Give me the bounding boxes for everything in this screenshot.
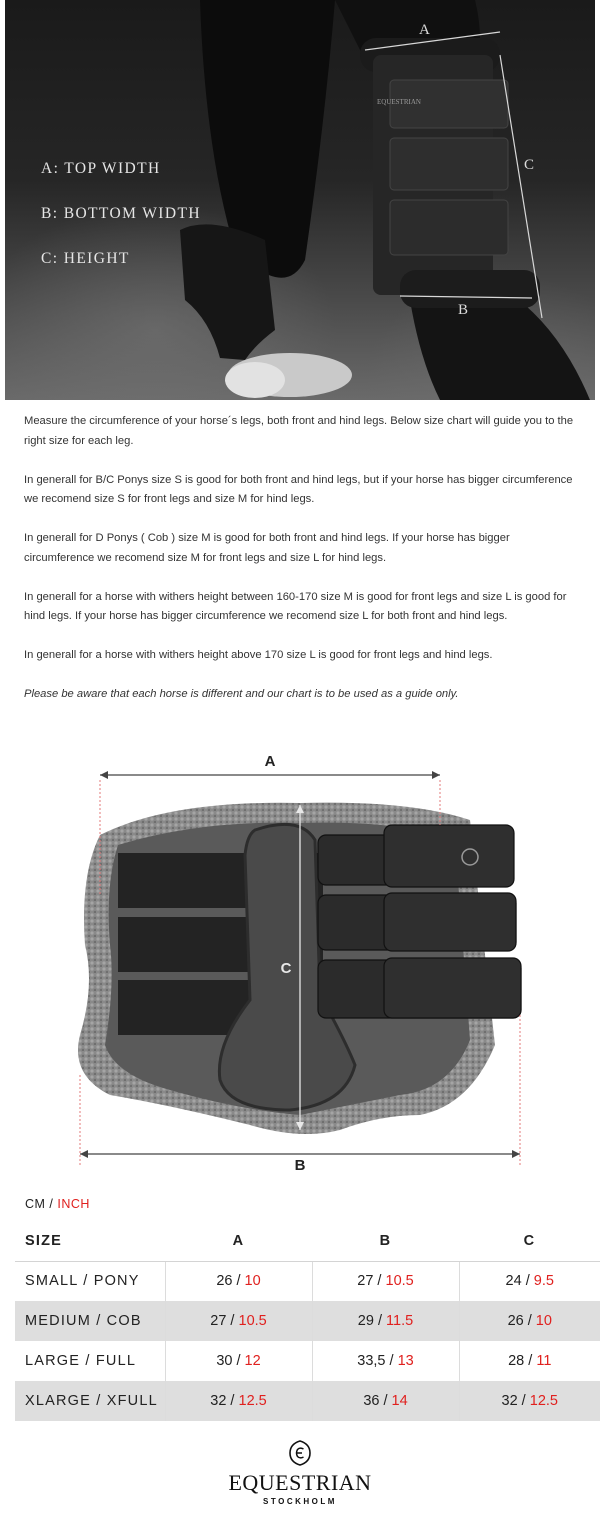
cell-b: 36 / 14: [312, 1381, 459, 1421]
size-guide-text: [24, 412, 580, 724]
cell-c: 32 / 12.5: [459, 1381, 600, 1421]
boot-diagram-illustration: [0, 745, 600, 1185]
cell-c: 26 / 10: [459, 1301, 600, 1341]
intro-paragraph: Measure the circumference of your horse´s legs, both front and hind legs. Below size chart will guide you to the right size for each leg.: [24, 415, 574, 447]
unit-separator: /: [45, 1197, 58, 1211]
brand-city: STOCKHOLM: [263, 1497, 337, 1506]
label-top-width: A: TOP WIDTH: [41, 160, 161, 177]
intro-paragraph: In generall for a horse with withers height above 170 size L is good for front legs and hind legs.: [24, 649, 493, 661]
column-header-b: B: [312, 1222, 459, 1261]
diagram-letter-a: A: [264, 753, 276, 770]
table-header-row: [15, 1222, 600, 1261]
brand-shield-icon: [288, 1440, 312, 1466]
size-name: MEDIUM / COB: [15, 1301, 165, 1341]
diagram-letter-b: B: [294, 1157, 306, 1174]
hero-letter-b: B: [458, 302, 469, 318]
size-chart-table: [15, 1222, 600, 1421]
boot-diagram: [0, 745, 600, 1185]
size-name: SMALL / PONY: [15, 1261, 165, 1301]
brand-logo: [0, 1440, 600, 1506]
boot-logo-text: EQUESTRIAN: [377, 98, 421, 106]
cell-a: 30 / 12: [165, 1341, 312, 1381]
boot-on-leg-illustration: [5, 0, 595, 400]
table-row: [15, 1261, 600, 1301]
table-row: [15, 1381, 600, 1421]
brand-name: EQUESTRIAN: [228, 1470, 372, 1495]
label-height: C: HEIGHT: [41, 250, 130, 267]
cell-b: 29 / 11.5: [312, 1301, 459, 1341]
cell-b: 33,5 / 13: [312, 1341, 459, 1381]
unit-cm: CM: [25, 1197, 46, 1211]
cell-a: 26 / 10: [165, 1261, 312, 1301]
cell-a: 27 / 10.5: [165, 1301, 312, 1341]
cell-b: 27 / 10.5: [312, 1261, 459, 1301]
size-name: XLARGE / XFULL: [15, 1381, 165, 1421]
cell-c: 24 / 9.5: [505, 1273, 554, 1290]
intro-paragraph: In generall for a horse with withers height between 160-170 size M is good for front legs and size L is good for hind legs. If your horse has bigger circumference we recomend size L for both front and hind legs.: [24, 590, 567, 622]
hero-letter-a: A: [419, 22, 430, 38]
column-header-size: SIZE: [15, 1222, 165, 1261]
unit-inch: INCH: [57, 1197, 90, 1211]
table-row: [15, 1341, 600, 1381]
cell-a: 32 / 12.5: [165, 1381, 312, 1421]
label-bottom-width: B: BOTTOM WIDTH: [41, 205, 201, 222]
unit-legend: [25, 1197, 90, 1211]
column-header-c: C: [459, 1222, 600, 1261]
table-row: [15, 1301, 600, 1341]
diagram-letter-c: C: [280, 960, 292, 977]
hero-letter-c: C: [524, 157, 535, 173]
column-header-a: A: [165, 1222, 312, 1261]
disclaimer-note: Please be aware that each horse is different and our chart is to be used as a guide only.: [24, 688, 459, 700]
hero-photo: [5, 0, 595, 400]
size-name: LARGE / FULL: [15, 1341, 165, 1381]
cell-c: 28 / 11: [508, 1353, 552, 1369]
intro-paragraph: In generall for D Ponys ( Cob ) size M is good for both front and hind legs. If your horse has bigger circumference we recomend size M for front legs and size L for hind legs.: [24, 532, 510, 564]
intro-paragraph: In generall for B/C Ponys size S is good for both front and hind legs, but if your horse has bigger circumference we recomend size S for front legs and size M for hind legs.: [24, 473, 573, 505]
